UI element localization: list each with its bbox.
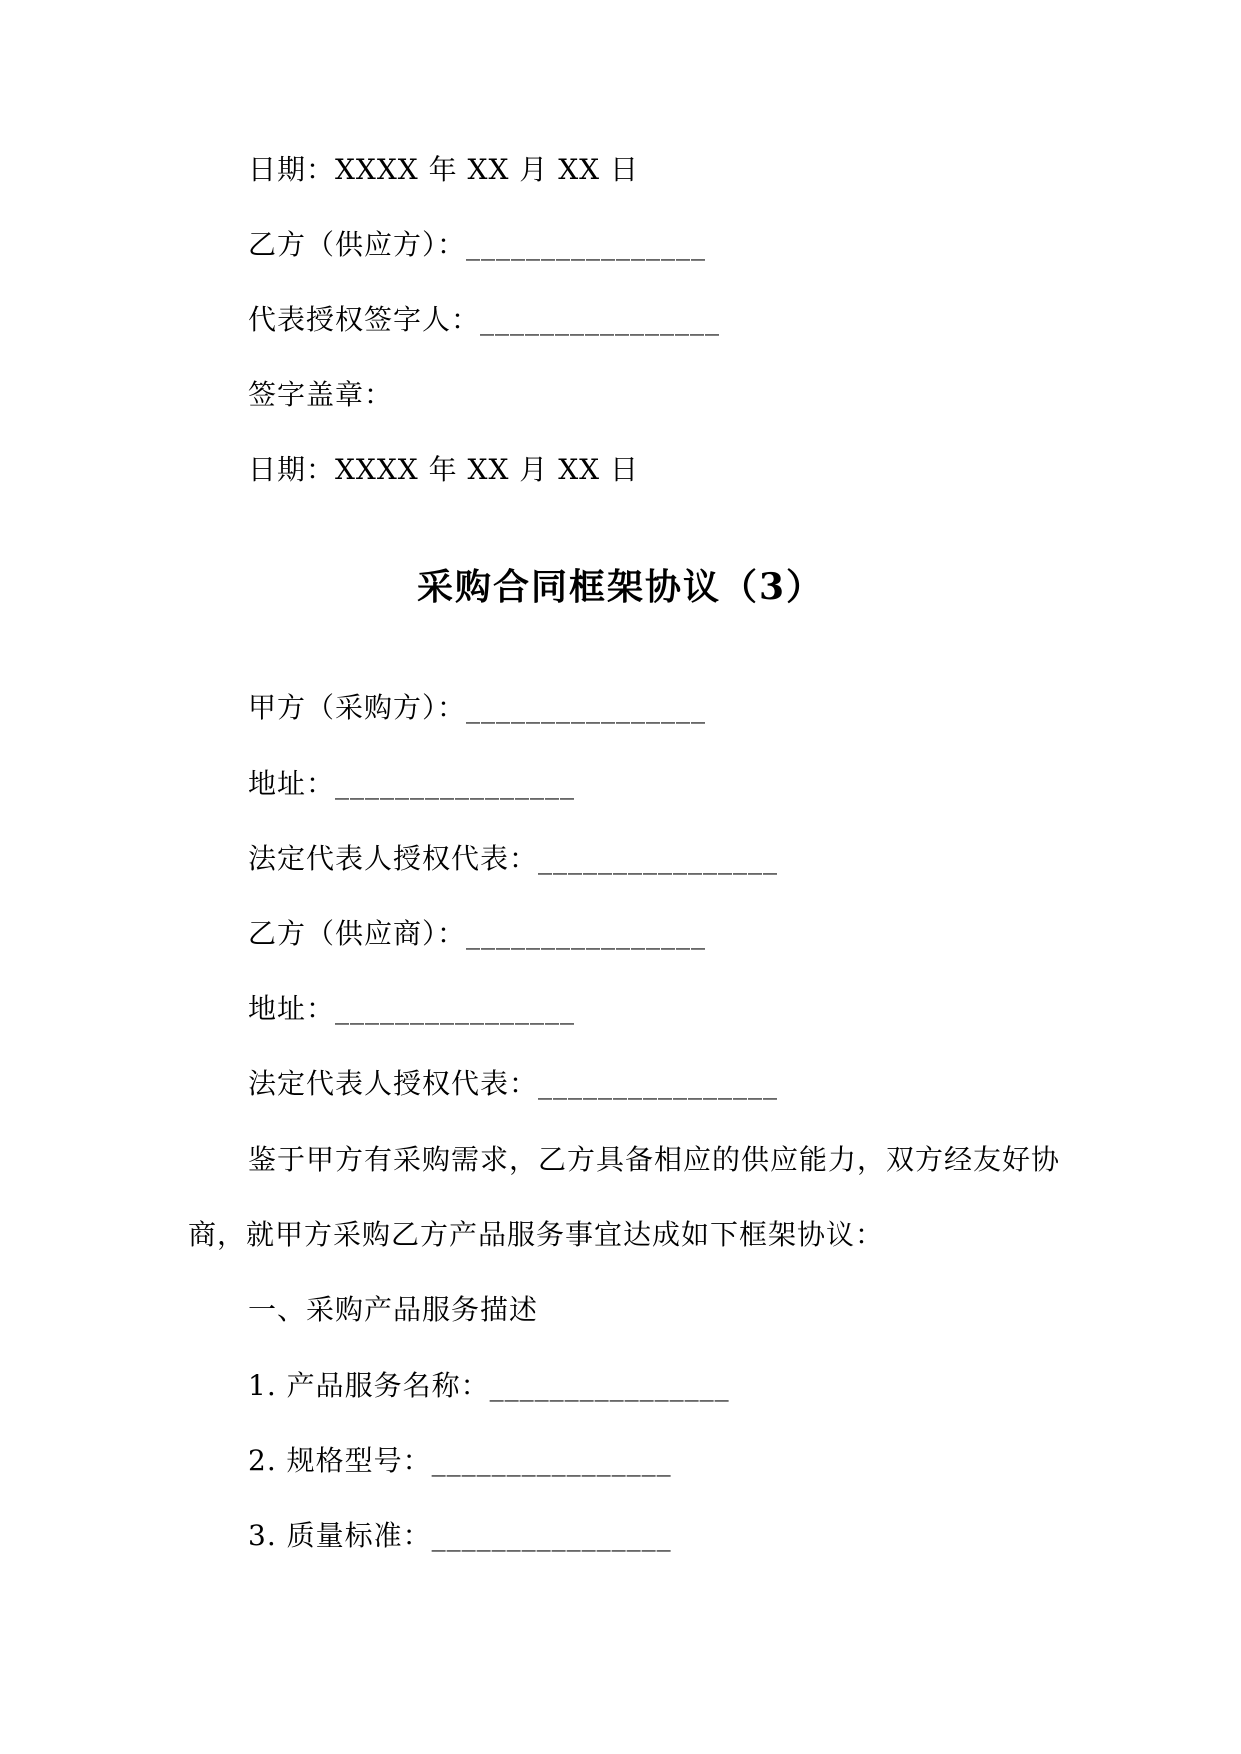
preamble-paragraph: 鉴于甲方有采购需求，乙方具备相应的供应能力，双方经友好协 bbox=[248, 1143, 1061, 1176]
list-item-specification: 2. 规格型号：________________ bbox=[248, 1444, 672, 1477]
list-item-product-name: 1. 产品服务名称：________________ bbox=[248, 1369, 730, 1402]
date-line: 日期：XXXX 年 XX 月 XX 日 bbox=[248, 453, 639, 486]
preamble-paragraph-continued: 商，就甲方采购乙方产品服务事宜达成如下框架协议： bbox=[188, 1218, 885, 1251]
party-b-supplier-line: 乙方（供应方）：________________ bbox=[248, 228, 707, 261]
party-b-address-line: 地址：________________ bbox=[248, 992, 576, 1025]
party-b-representative-line: 法定代表人授权代表：________________ bbox=[248, 1067, 779, 1100]
party-a-line: 甲方（采购方）：________________ bbox=[248, 691, 707, 724]
authorized-signatory-line: 代表授权签字人：________________ bbox=[248, 303, 721, 336]
section-heading: 一、采购产品服务描述 bbox=[248, 1293, 539, 1326]
agreement-title: 采购合同框架协议（3） bbox=[416, 566, 825, 608]
party-b-line: 乙方（供应商）：________________ bbox=[248, 917, 707, 950]
signature-seal-line: 签字盖章： bbox=[248, 378, 394, 411]
date-line: 日期：XXXX 年 XX 月 XX 日 bbox=[248, 153, 639, 186]
party-a-representative-line: 法定代表人授权代表：________________ bbox=[248, 842, 779, 875]
party-a-address-line: 地址：________________ bbox=[248, 767, 576, 800]
list-item-quality-standard: 3. 质量标准：________________ bbox=[248, 1519, 672, 1552]
